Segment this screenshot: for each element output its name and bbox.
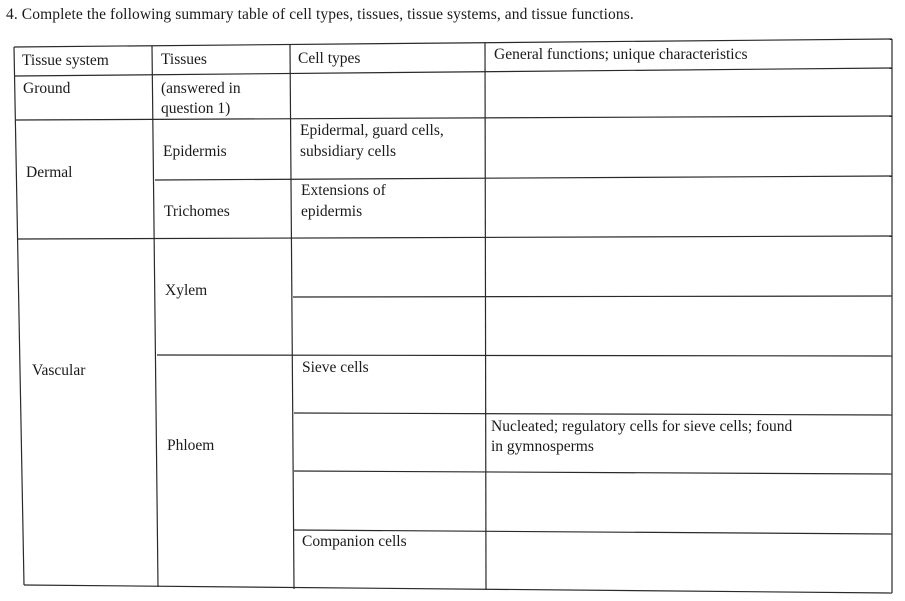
header-cell-types: Cell types (298, 50, 361, 67)
xylem-tissue-label: Xylem (165, 282, 208, 299)
ground-system-label: Ground (23, 80, 71, 97)
epidermis-cells-line1: Epidermal, guard cells, (300, 122, 444, 139)
header-tissue-system: Tissue system (22, 52, 109, 69)
xylem-bottom-rule (157, 355, 892, 356)
ground-bottom-rule (16, 116, 892, 120)
ground-tissue-line1: (answered in (161, 80, 241, 97)
sieve-bottom-rule (294, 413, 892, 415)
epidermis-cells-line2: subsidiary cells (300, 143, 396, 160)
header-tissues: Tissues (161, 51, 207, 68)
trichomes-cells-line1: Extensions of (301, 182, 386, 199)
nucleated-description-line2: in gymnosperms (491, 438, 594, 455)
epidermis-bottom-rule (155, 176, 892, 180)
table-bottom-border (24, 585, 892, 593)
column-divider-2 (290, 45, 294, 589)
question-prompt: 4. Complete the following summary table of cell types, tissues, tissue systems, and tissue functions. (6, 6, 634, 23)
column-divider-1 (152, 46, 158, 587)
xylem-mid-rule (293, 296, 892, 297)
companion-cells-label: Companion cells (302, 533, 407, 550)
header-functions: General functions; unique characteristics (494, 46, 748, 63)
dermal-system-label: Dermal (26, 164, 73, 181)
epidermis-tissue-label: Epidermis (163, 143, 227, 160)
dermal-bottom-rule (18, 236, 892, 239)
header-rule (15, 68, 892, 76)
sieve-cells-label: Sieve cells (302, 359, 369, 376)
column-divider-3 (485, 43, 486, 590)
nucleated-bottom-rule (294, 471, 892, 474)
ground-tissue-line2: question 1) (161, 100, 231, 117)
table-left-border (14, 47, 24, 585)
trichomes-cells-line2: epidermis (301, 203, 363, 220)
vascular-system-label: Vascular (32, 362, 86, 379)
nucleated-description-line1: Nucleated; regulatory cells for sieve cells; found (491, 418, 793, 435)
phloem-tissue-label: Phloem (167, 437, 215, 454)
table-top-border (14, 39, 892, 47)
trichomes-tissue-label: Trichomes (164, 203, 230, 220)
